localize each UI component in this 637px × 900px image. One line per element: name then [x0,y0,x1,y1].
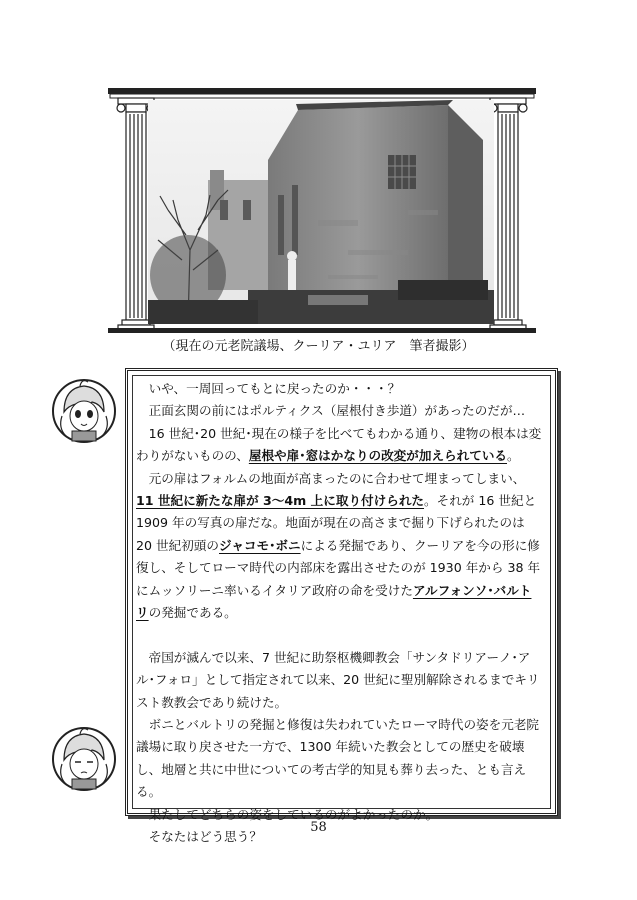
underlined-text: アルフォンソ･バルトリ [136,582,532,621]
text-segment: の発掘である。 [148,605,237,621]
paragraph [136,423,542,468]
paragraph [136,468,542,625]
page-number: 58 [310,820,327,835]
paragraph [136,378,542,400]
text-segment: 元の扉はフォルムの地面が高まったのに合わせて埋まってしまい、 [148,470,526,486]
text-segment: 正面玄関の前にはポルティクス（屋根付き歩道）があったのだが… [148,403,526,419]
underlined-text: 屋根や扉･窓はかなりの改変が加えられている [248,448,508,464]
text-segment: いや、一周回ってもとに戻ったのか・・・？ [148,381,401,396]
text-segment: 帝国が滅んで以来、7 世紀に助祭枢機卿教会「サンタドリアーノ･アル･フォロ」として指定されて以来、20 世紀に聖別解除されるまでキリスト教教会であり続けた。 [136,649,540,710]
character-portrait-icon [50,724,118,794]
text-segment: 16 世紀･20 世紀･現在の様子を比べてもわかる通り、建物の根本は変わりがないものの、 [136,425,542,464]
paragraph [136,624,542,646]
text-segment: 。それが 16 世紀と 1909 年の写真の扉だな。地面が現在の高さまで掘り下げられたのは 20 世紀初頭の [136,493,537,553]
text-segment: ボニとバルトリの発掘と修復は失われていたローマ時代の姿を元老院議場に取り戻させた一方で、1300 年続いた教会としての歴史を破壊し、地層と共に中世についての考古学的知見も葬り去った、とも言える。 [136,717,539,800]
paragraph [136,400,542,422]
body-text [136,378,542,849]
text-segment: による発掘であり、クーリアを今の形に修復し、そしてローマ時代の内部床を露出させたのが 1930 年から 38 年にムッソリーニ率いるイタリア政府の命を受けた [136,537,541,598]
text-segment: 果たしてどちらの姿をしているのがよかったのか。 [148,806,439,822]
photo-caption: （現在の元老院議場、クーリア・ユリア 筆者撮影） [162,339,475,354]
paragraph [136,714,542,804]
text-segment: そなたはどう思う？ [148,829,262,845]
character-portrait-icon [50,376,118,446]
paragraph [136,647,542,714]
underlined-text: ジャコモ･ボニ [219,537,301,553]
roman-senate-building-photo [148,100,494,324]
underlined-text: 11 世紀に新たな扉が 3～4m 上に取り付けられた [136,493,425,509]
text-segment: 。 [507,448,520,464]
